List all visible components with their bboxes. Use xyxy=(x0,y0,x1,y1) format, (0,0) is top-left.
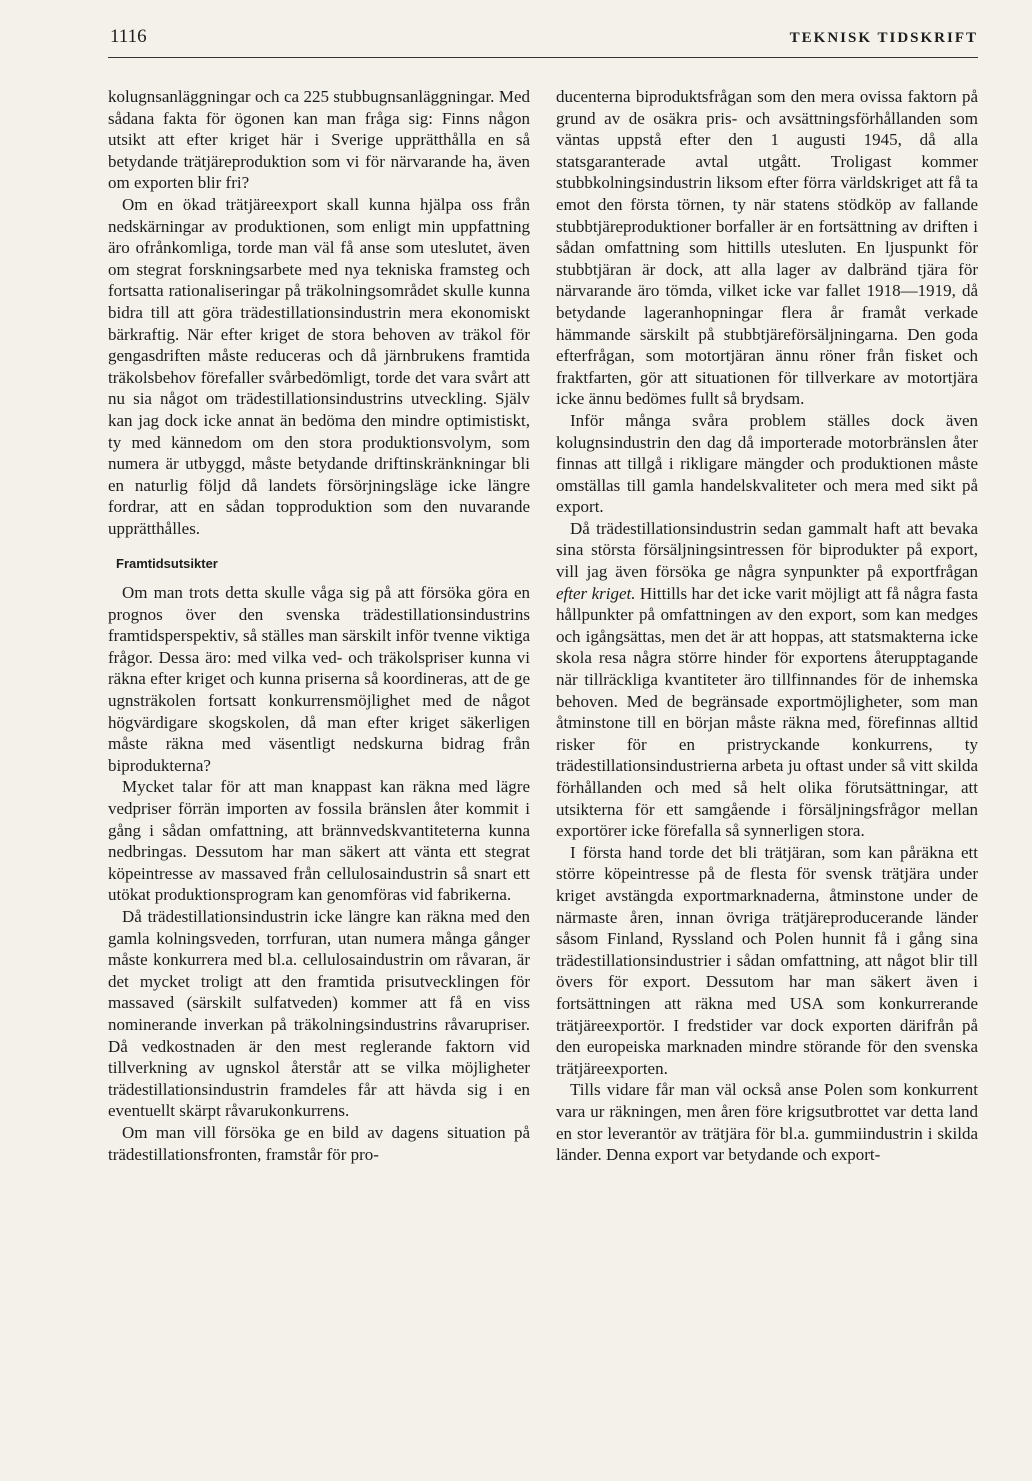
page-header xyxy=(110,26,978,56)
left-column xyxy=(108,86,530,1165)
paragraph: I första hand torde det bli trätjäran, som kan påräkna ett större köpeintresse på de flesta för svensk trätjära under kriget avstängda exportmarknaderna, åtminstone under de närmaste åren, innan övriga trätjäreproducerande länder såsom Finland, Ryssland och Polen hunnit få i gång sina trädestillationsindustrier i sådan omfattning, att något blir till övers för export. Dessutom har man säkert även i fortsättningen att räkna med USA som konkurrerande trätjäreexportör. I fredstider var dock exporten därifrån på den europeiska marknaden mindre störande för den svenska trätjäreexporten. xyxy=(556,842,978,1078)
paragraph: Mycket talar för att man knappast kan räkna med lägre vedpriser förrän importen av fossila bränslen åter kommit i gång i sådan omfattning, att brännvedskvantiteterna kunna nedbringas. Dessutom har man säkert att vänta ett stegrat köpeintresse av massaved från cellulosaindustrin så snart ett utökat produktionsprogram kan genomföras vid fabrikerna. xyxy=(108,777,530,905)
header-rule xyxy=(108,57,978,58)
text-run: Då trädestillationsindustrin sedan gammalt haft att bevaka sina största försäljningsintressen för biprodukter på export, vill jag även försöka ge några synpunkter på exportfrågan xyxy=(556,518,978,582)
paragraph: Om en ökad trätjäreexport skall kunna hjälpa oss från nedskärningar av produktionen, som enligt min uppfattning äro ofrånkomliga, torde man väl få anse som uteslutet, även om stegrat forskningsarbete med nya tekniska framsteg och fortsatta rationaliseringar på träkolningsområdet skulle kunna bidra till att göra trädestillationsindustrin mera ekonomiskt bärkraftig. När efter kriget de stora behoven av träkol för gengasdriften måste reduceras och då järnbrukens framtida träkolsbehov förefaller svårbedömligt, torde det vara svårt att nu sia något om trädestillationsindustrins utveckling. Själv kan jag dock icke annat än bedöma den mindre optimistiskt, ty med kännedom om den stora produktionsvolym, som numera är utbyggd, måste betydande driftinskränkningar bli en naturlig följd då landets försörjningsläge icke längre fordrar, att en sådan topproduktion som den nuvarande upprätthålles. xyxy=(108,194,530,538)
paragraph: Inför många svåra problem ställes dock även kolugnsindustrin den dag då importerade motorbränslen åter finnas att tillgå i rikligare mängder och produktionen måste omställas till gamla handelskvaliteter och mera med sikt på export. xyxy=(556,410,978,517)
right-column xyxy=(556,86,978,1166)
paragraph: kolugnsanläggningar och ca 225 stubbugnsanläggningar. Med sådana fakta för ögonen kan man fråga sig: Finns någon utsikt att efter kriget här i Sverige upprätthålla en så betydande trätjäreproduktion som vi för närvarande ha, även om exporten blir fri? xyxy=(108,87,530,193)
emphasis: efter kriget. xyxy=(556,583,636,603)
paragraph: Om man trots detta skulle våga sig på att försöka göra en prognos över den svenska trädestillationsindustrins framtidsperspektiv, så ställes man särskilt inför tvenne viktiga frågor. Dessa äro: med vilka ved- och träkolspriser kunna vi räkna efter kriget och kunna priserna så koordineras, att de ge ugnsträkolen fortsatt konkurrensmöjlighet med de något högvärdigare skogskolen, då man efter kriget säkerligen måste räkna med väsentligt nedskurna bidrag från biprodukterna? xyxy=(108,583,530,775)
section-heading: Framtidsutsikter xyxy=(116,556,218,572)
paragraph: Då trädestillationsindustrin icke längre kan räkna med den gamla kolningsveden, torrfuran, utan numera många gånger måste konkurrera med bl.a. cellulosaindustrin om råvaran, är det mycket troligt att den framtida prisutvecklingen för massaved (särskilt sulfatveden) kommer att få en viss nominerande inverkan på träkolningsindustrins råvarupriser. Då vedkostnaden är den mest reglerande faktorn vid tillverkning av ugnskol återstår att se vilka möjligheter trädestillationsindustrin framdeles får att hävda sig i en eventuellt skärpt råvarukonkurrens. xyxy=(108,906,530,1121)
paragraph xyxy=(556,518,978,842)
paragraph: Om man vill försöka ge en bild av dagens situation på trädestillationsfronten, framstår för pro- xyxy=(108,1122,530,1164)
page-number: 1116 xyxy=(110,26,147,47)
paragraph: Tills vidare får man väl också anse Polen som konkurrent vara ur räkningen, men åren före krigsutbrottet var detta land en stor leverantör av trätjära för bl.a. gummiindustrin i skilda länder. Denna export var betydande och export- xyxy=(556,1080,978,1165)
paragraph: ducenterna biproduktsfrågan som den mera ovissa faktorn på grund av de osäkra pris- och avsättningsförhållanden som väntas uppstå efter den 1 augusti 1945, då alla statsgaranterade avtal utgått. Troligast kommer stubbkolningsindustrin liksom efter förra världskriget att få ta emot den första törnen, ty när statens stödköp av fallande stubbtjäreproduktioner borfaller är en fortsättning av driften i sådan omfattning som hittills utesluten. En ljuspunkt för stubbtjäran är dock, att alla lager av dalbränd tjära för närvarande äro tömda, vilket icke var fallet 1918—1919, då betydande lageranhopningar flera år framåt verkade hämmande särskilt på stubbtjäreförsäljningarna. Den goda efterfrågan, som motortjäran ännu röner från fisket och fraktfarten, gör att situationen för tillverkare av motortjära icke ännu bedömes fullt så brydsam. xyxy=(556,87,978,409)
text-run: Hittills har det icke varit möjligt att få några fasta hållpunkter på omfattningen av den export, som kan medges och igångsättas, men det är att hoppas, att statsmakterna icke skola resa några större hinder för exportens återupptagande när tillräckliga kvantiteter äro tillfinnandes för de inhemska behoven. Med de begränsade exportmöjligheter, som man åtminstone till en början måste räkna med, förefinnas alltid risker för en pristryckande konkurrens, ty trädestillationsindustrierna arbeta ju oftast under så vitt skilda förhållanden och med så helt olika förutsättningar, att utsikterna för ett samgående i försäljningsfrågor mellan exportörer icke förefalla så synnerligen stora. xyxy=(556,583,978,841)
journal-title: TEKNISK TIDSKRIFT xyxy=(789,30,978,46)
